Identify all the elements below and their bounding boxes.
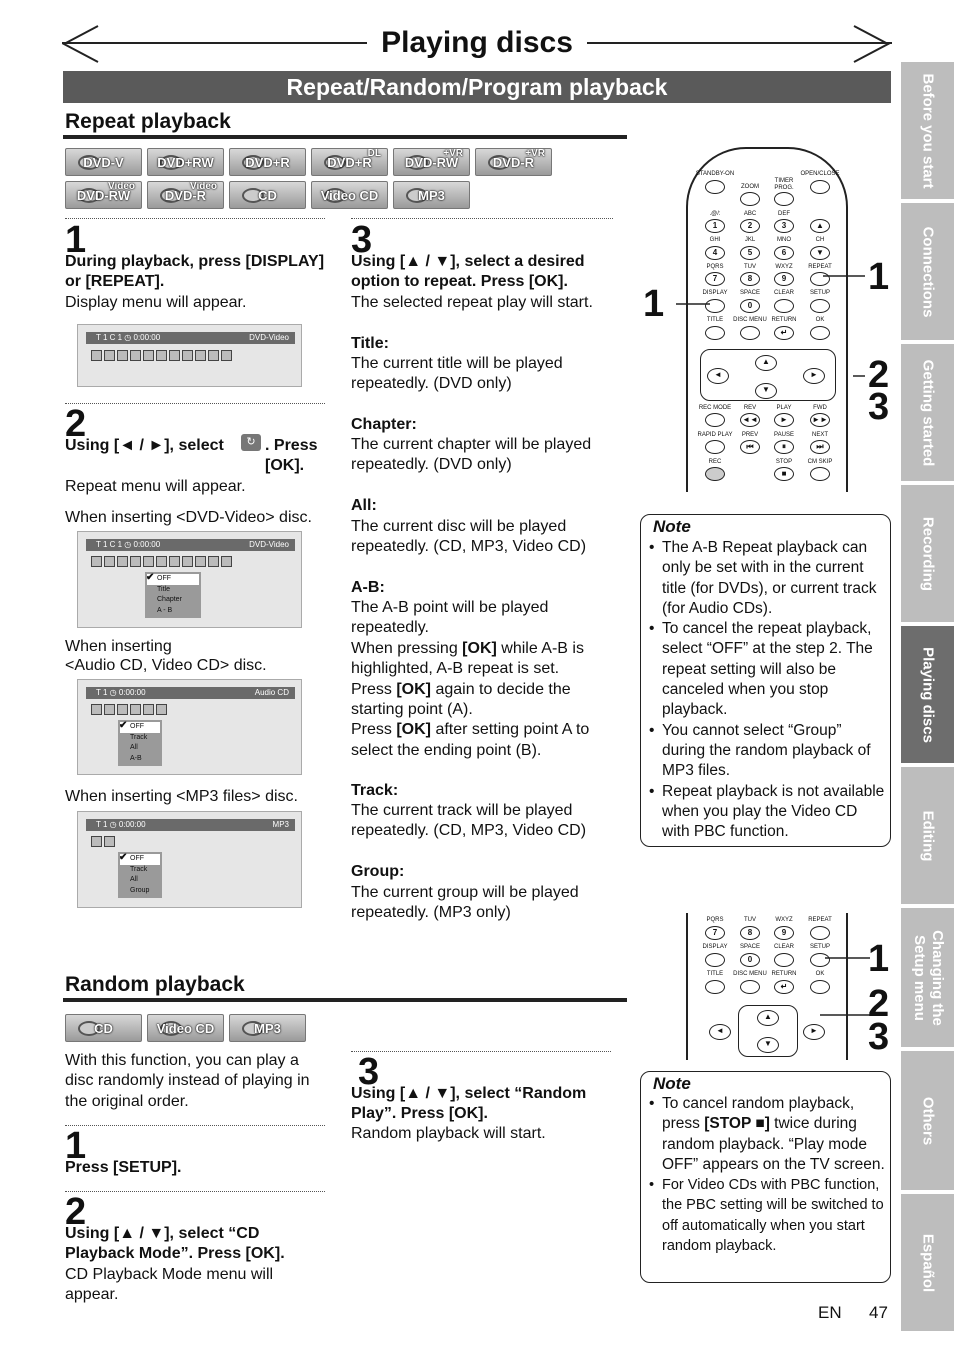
repeat-step3-result: The selected repeat play will start. [351,294,593,311]
badge-video-cd: Video CD [311,181,388,209]
random-heading-rule [63,998,627,1002]
option-title-desc: The current title will be played repeatedly. (DVD only) [351,355,563,393]
callout-step1-left: 1 [643,283,665,325]
option-group-desc: The current group will be played repeatedly. (MP3 only) [351,884,579,922]
badge-dvd-r-vr: +VR DVD-R [475,148,552,176]
display-menu-screen: T 1 C 1 ◷ 0:00:00 DVD-Video [77,324,302,387]
when-dvd-label: When inserting <DVD-Video> disc. [65,509,312,526]
badge-mp3: MP3 [229,1014,306,1042]
tab-playing-discs[interactable]: Playing discs [901,626,954,763]
tab-changing-setup-menu[interactable]: Changing the Setup menu [901,908,954,1047]
random-step3-result: Random playback will start. [351,1125,546,1142]
repeat-step1-number: 1 [65,219,87,261]
random-intro: With this function, you can play a disc randomly instead of playing in the original order. [65,1052,310,1110]
badge-dvd-plus-r-dl: DL DVD+R [311,148,388,176]
option-track-desc: The current track will be played repeatedly. (CD, MP3, Video CD) [351,802,587,840]
badge-cd: CD [229,181,306,209]
repeat-options-menu: ✔ OFF Title Chapter A - B [145,572,201,618]
random-step1-number: 1 [65,1125,87,1167]
repeat-step2-result: Repeat menu will appear. [65,478,246,495]
remote-control-illustration: STANDBY-ON OPEN/CLOSE ZOOM TIMER PROG. .@/: ABC DEF 1 2 3 ▲ GHI JKL MNO CH 4 5 6 ▼ PQRS TUV WXYZ REPEAT 7 8 9 DISPLAY SPACE CLEAR SETUP 0 TITLE DISC MENU RETURN OK ↵ ▲ ▼ ◄ ► REC MODE REV PLAY FWD ◄◄ ► ►► RAPID PLAY PREV PAUSE NEXT ⏮ ⏸ ⏭ REC STOP CM SKIP ■ [686,147,848,492]
page-number: 47 [869,1303,888,1322]
repeat-step3-number: 3 [351,219,373,261]
callout-random-step1: 1 [868,938,890,980]
remote-callout-lines [640,256,900,420]
callout-step1-right: 1 [868,256,890,298]
tab-connections[interactable]: Connections [901,203,954,340]
step-divider [65,1125,325,1126]
repeat-step2-number: 2 [65,403,87,445]
repeat-heading: Repeat playback [65,110,231,133]
note-item: • You cannot select “Group” during the random playback of MP3 files. [647,721,887,782]
step-divider [351,218,613,219]
language-code: EN [818,1303,842,1322]
badge-dvd-v: DVD-V [65,148,142,176]
badge-video-dvd-rw: Video DVD-RW [65,181,142,209]
step-divider [65,218,325,219]
badge-video-dvd-r: Video DVD-R [147,181,224,209]
tab-editing[interactable]: Editing [901,767,954,904]
tab-getting-started[interactable]: Getting started [901,344,954,481]
option-track-heading: Track: [351,782,399,799]
repeat-options-menu: ✔ OFF Track All A-B [118,720,162,766]
remote-control-partial-illustration: PQRS TUV WXYZ REPEAT 7 8 9 DISPLAY SPACE CLEAR SETUP 0 TITLE DISC MENU RETURN OK ↵ ▲ ▼ ◄ ► [686,913,848,1060]
note-item: • Repeat playback is not available when you play the Video CD with PBC function. [647,782,887,843]
callout-random-step3: 3 [868,1016,890,1058]
random-step2-number: 2 [65,1191,87,1233]
random-step2-result: CD Playback Mode menu will appear. [65,1266,274,1304]
tab-espanol[interactable]: Español [901,1194,954,1331]
when-mp3-label: When inserting <MP3 files> disc. [65,788,298,805]
step-divider [65,403,325,404]
random-step1-instruction: Press [SETUP]. [65,1159,182,1176]
badge-mp3: MP3 [393,181,470,209]
repeat-step3-instruction: Using [▲ / ▼], select a desired option to repeat. Press [OK]. [351,253,585,291]
option-chapter-desc: The current chapter will be played repeatedly. (DVD only) [351,436,592,474]
random-heading: Random playback [65,973,245,996]
callout-random-step2: 2 [868,983,890,1025]
badge-dvd-rw-vr: +VR DVD-RW [393,148,470,176]
option-title-heading: Title: [351,335,389,352]
note-title: Note [653,1074,691,1093]
tab-before-you-start[interactable]: Before you start [901,62,954,199]
repeat-menu-dvd-screen: T 1 C 1 ◷ 0:00:00 DVD-Video ✔ OFF Title Chapter A - B [77,531,302,628]
tab-recording[interactable]: Recording [901,485,954,622]
random-step3-instruction: Using [▲ / ▼], select “Random Play”. Press [OK]. [351,1085,587,1123]
step-divider [351,1051,611,1052]
page-title: Playing discs [0,26,954,60]
repeat-step2-instruction-a: Using [◄ / ►], select [65,437,224,454]
badge-cd: CD [65,1014,142,1042]
option-all-desc: The current disc will be played repeatedly. (CD, MP3, Video CD) [351,518,587,556]
repeat-menu-mp3-screen: T 1 ◷ 0:00:00 MP3 ✔ OFF Track All Group [77,811,302,908]
repeat-step1-instruction: During playback, press [DISPLAY] or [REPEAT]. [65,253,325,291]
repeat-step1-result: Display menu will appear. [65,294,247,311]
repeat-icon: ↻ [241,434,261,451]
repeat-menu-cd-screen: T 1 ◷ 0:00:00 Audio CD ✔ OFF Track All A-B [77,679,302,775]
repeat-note-box [640,514,891,847]
step-divider [65,1191,325,1192]
option-group-heading: Group: [351,863,405,880]
random-step3-number: 3 [358,1051,380,1093]
badge-dvd-plus-rw: DVD+RW [147,148,224,176]
callout-step2: 2 [868,354,890,396]
random-note-box [640,1071,891,1283]
option-all-heading: All: [351,497,377,514]
repeat-step2-instruction-b: . Press [OK]. [265,437,318,475]
note-item: • For Video CDs with PBC function, the PBC setting will be switched to off automatically when you start random playback. [647,1175,887,1256]
repeat-heading-rule [63,135,627,139]
note-title: Note [653,517,691,536]
note-item: • To cancel random playback, press [STOP ■] twice during random playback. “Play mode OFF” appears on the TV screen. [647,1094,887,1175]
page-subtitle: Repeat/Random/Program playback [63,71,891,103]
badge-video-cd: Video CD [147,1014,224,1042]
badge-dvd-plus-r: DVD+R [229,148,306,176]
option-ab-heading: A-B: [351,579,385,596]
note-item: • To cancel the repeat playback, select “OFF” at the step 2. The repeat setting will also be canceled when you stop playback. [647,619,887,720]
option-ab-desc: The A-B point will be played repeatedly. When pressing [OK] while A-B is highlighted, A-B repeat is set. Press [OK] again to decide the starting point (A). Press [OK] after setting point A to select the ending point (B). [351,599,590,759]
tab-others[interactable]: Others [901,1051,954,1190]
when-cd-label-a: When inserting [65,638,172,655]
when-cd-label-b: <Audio CD, Video CD> disc. [65,657,267,674]
repeat-options-menu: ✔ OFF Track All Group [118,852,162,898]
option-chapter-heading: Chapter: [351,416,417,433]
note-item: • The A-B Repeat playback can only be set with in the current title (for DVDs), or current track (for Audio CDs). [647,538,887,619]
callout-step3: 3 [868,386,890,428]
random-step2-instruction: Using [▲ / ▼], select “CD Playback Mode”. Press [OK]. [65,1225,285,1263]
